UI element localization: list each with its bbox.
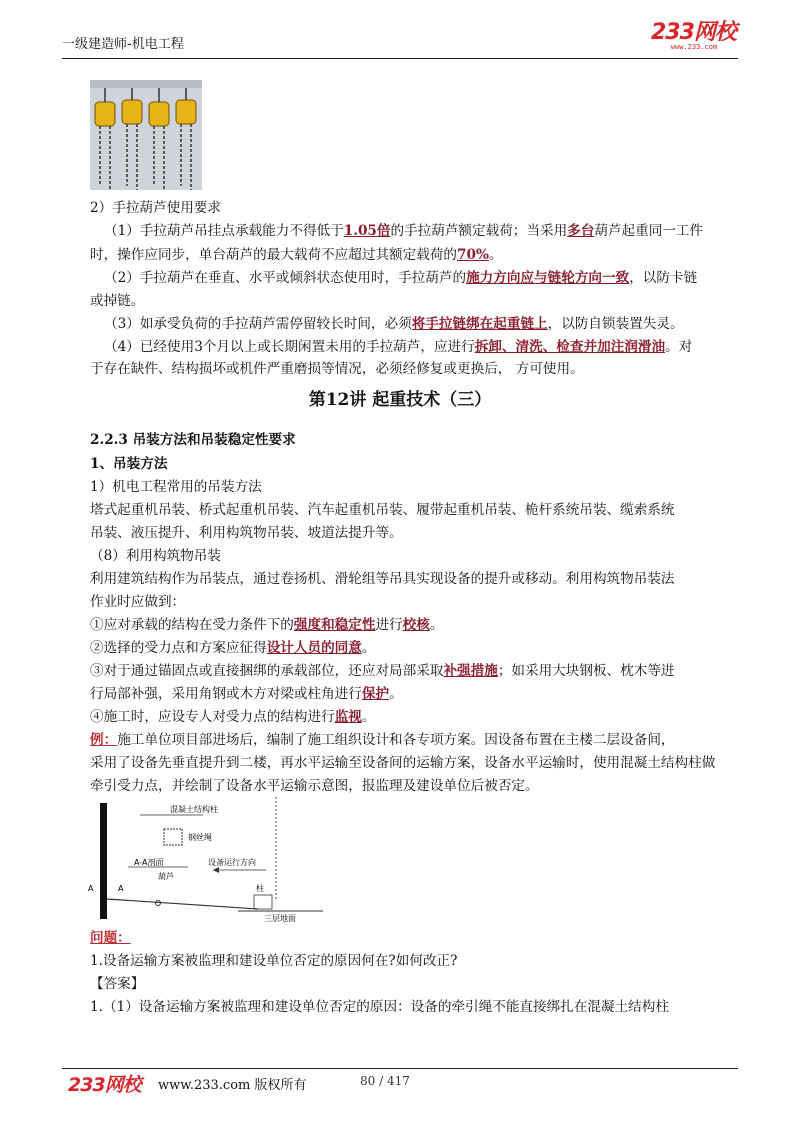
highlight: 多台	[567, 223, 595, 239]
para-line: 利用建筑结构作为吊装点，通过卷扬机、滑轮组等吊具实现设备的提升或移动。利用构筑物吊装法	[90, 571, 675, 587]
para-line: ③对于通过锚固点或直接捆绑的承载部位，还应对局部采取补强措施；如采用大块钢板、枕木等进	[90, 663, 675, 679]
brand-logo	[651, 22, 737, 51]
label-direction: 设备运行方向	[208, 858, 256, 867]
highlight: 施力方向应与链轮方向一致	[466, 270, 630, 286]
para-line: 行局部补强，采用角钢或木方对梁或柱角进行保护。	[90, 686, 403, 702]
footer-site: www.233.com 版权所有	[158, 1078, 307, 1093]
highlight: 保护	[361, 686, 390, 702]
highlight: 强度和稳定性	[293, 617, 376, 633]
question-text: 1.设备运输方案被监理和建设单位否定的原因何在?如何改正?	[90, 953, 458, 969]
label-column: 混凝土结构柱	[170, 805, 218, 814]
label-hoist: 葫芦	[158, 872, 174, 881]
footer-logo: 233网校	[68, 1074, 141, 1096]
para-line: 于存在缺件、结构损坏或机件严重磨损等情况，必须经修复或更换后， 方可使用。	[90, 361, 584, 377]
footer-rule	[62, 1068, 738, 1069]
para-line: 或掉链。	[90, 293, 145, 309]
highlight: 70%	[457, 247, 489, 263]
answer-text: 1.（1）设备运输方案被监理和建设单位否定的原因：设备的牵引绳不能直接绑扎在混凝土结构柱	[90, 999, 669, 1015]
label-floor: 三层地面	[264, 914, 296, 923]
para-line: 采用了设备先垂直提升到二楼，再水平运输至设备间的运输方案，设备水平运输时，使用混凝土结构柱做	[90, 755, 716, 771]
chain-hoist-photo	[90, 80, 202, 190]
transport-diagram	[88, 795, 328, 925]
label-section: A-A剖面	[134, 858, 164, 867]
highlight: 补强措施	[443, 663, 498, 679]
para-line: 牵引受力点，并绘制了设备水平运输示意图，报监理及建设单位后被否定。	[90, 778, 539, 794]
logo-url: www.233.com	[670, 43, 718, 51]
highlight: 设计人员的同意	[266, 640, 362, 656]
lecture-heading: 第12讲 起重技术（三）	[308, 390, 492, 410]
para-line: 时，操作应同步，单台葫芦的最大载荷不应超过其额定载荷的70%。	[90, 247, 503, 263]
label-rope: 钢丝绳	[188, 833, 212, 842]
example-label: 例：	[90, 732, 118, 748]
highlight: 1.05倍	[343, 223, 391, 239]
para-line: ①应对承载的结构在受力条件下的强度和稳定性进行校核。	[90, 617, 444, 633]
para-line: （4）已经使用3个月以上或长期闲置未用的手拉葫芦，应进行拆卸、清洗、检查并加注润滑油。对	[104, 339, 693, 355]
transport-diagram-svg	[88, 795, 328, 925]
highlight: 拆卸、清洗、检查并加注润滑油	[474, 339, 666, 355]
answer-label: 【答案】	[90, 976, 145, 992]
highlight: 将手拉链绑在起重链上	[411, 316, 548, 332]
header-title: 一级建造师-机电工程	[62, 37, 184, 52]
para-line: 1）机电工程常用的吊装方法	[90, 479, 262, 495]
highlight: 校核	[402, 617, 430, 633]
para-line: 作业时应做到：	[90, 594, 186, 610]
para-line: 2）手拉葫芦使用要求	[90, 200, 221, 216]
label-a-outer: A	[88, 884, 94, 893]
logo-text: 233网校	[651, 20, 736, 45]
para-line: ④施工时，应设专人对受力点的结构进行监视。	[90, 709, 376, 725]
para-line: ②选择的受力点和方案应征得设计人员的同意。	[90, 640, 376, 656]
para-line: 吊装、液压提升、利用构筑物吊装、坡道法提升等。	[90, 525, 403, 541]
para-line: （3）如承受负荷的手拉葫芦需停留较长时间，必须将手拉链绑在起重链上，以防自锁装置失灵。	[104, 316, 684, 332]
para-line: 塔式起重机吊装、桥式起重机吊装、汽车起重机吊装、履带起重机吊装、桅杆系统吊装、缆索系统	[90, 502, 675, 518]
page-number: 80 / 417	[360, 1074, 410, 1088]
highlight: 监视	[334, 709, 362, 725]
para-line: （2）手拉葫芦在垂直、水平或倾斜状态使用时，手拉葫芦的施力方向应与链轮方向一致，以防卡链	[104, 270, 698, 286]
para-line: （8）利用构筑物吊装	[90, 548, 221, 564]
question-label: 问题：	[90, 930, 131, 946]
label-pillar: 柱	[256, 884, 264, 893]
chain-hoist-illustration	[90, 80, 202, 190]
para-line: 例：施工单位项目部进场后，编制了施工组织设计和各专项方案。因设备布置在主楼二层设备间，	[90, 732, 675, 748]
section-heading: 2.2.3 吊装方法和吊装稳定性要求	[90, 432, 296, 448]
header-rule	[62, 58, 738, 59]
label-a-inner: A	[118, 884, 124, 893]
para-line: （1）手拉葫芦吊挂点承载能力不得低于1.05倍的手拉葫芦额定载荷；当采用多台葫芦起重同一工件	[104, 223, 704, 239]
section-heading: 1、吊装方法	[90, 456, 168, 472]
